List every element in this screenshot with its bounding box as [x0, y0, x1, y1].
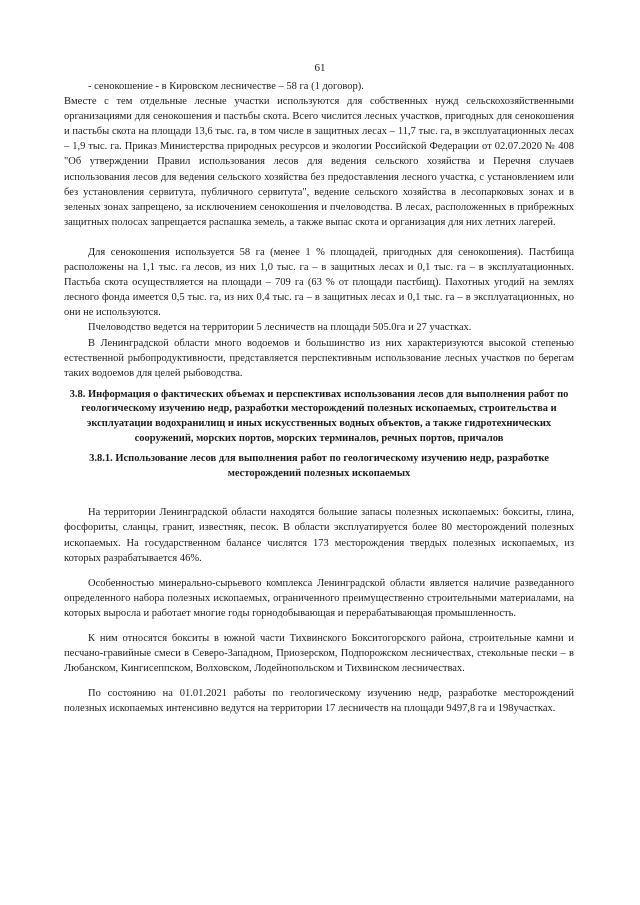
paragraph-bauxite-deposits: К ним относятся бокситы в южной части Тихвинского Бокситогорского района, строительные камни и песчано-гравийные смеси в Северо-Западном, Приозерском, Подпорожском лесничествах, стекольные пески – в Любанском, Кингисеппском, Волховском, Лодейнопольском и Тихвинском лесничествах.: [64, 633, 574, 675]
page-number: 61: [314, 62, 326, 74]
paragraph-mineral-reserves: На территории Ленинградской области находятся большие запасы полезных ископаемых: бокситы, глина, фосфориты, сланцы, гранит, известняк, песок. В области эксплуатируется более 80 месторождений полезных ископаемых. На государственном балансе числятся 173 месторождения твердых полезных ископаемых, из которых разрабатывается 46%.: [64, 507, 574, 564]
paragraph-geological-status: По состоянию на 01.01.2021 работы по геологическому изучению недр, разработке месторождений полезных ископаемых интенсивно ведутся на территории 17 лесничеств на площади 9497,8 га и 198участках.: [64, 688, 574, 715]
paragraph-agricultural-use: Вместе с тем отдельные лесные участки используются для собственных нужд сельскохозяйственными организациями для сенокошения и пастьбы скота. Всего числится лесных участков, пригодных для сенокошения и пастьбы скота на площади 13,6 тыс. га, в том числе в защитных лесах – 11,7 тыс. га, в эксплуатационных лесах – 1,9 тыс. га. Приказ Министерства природных ресурсов и экологии Российской Федерации от 02.07.2020 № 408 "Об утверждении Правил использования лесов для ведения сельского хозяйства и Перечня случаев использования лесов для ведения сельского хозяйства без предоставления лесного участка, с установлением или без установления сервитута, публичного сервитута", ведение сельского хозяйства в лесопарковых зонах и в зеленых зонах запрещено, за исключением сенокошения и пчеловодства. В лесах, расположенных в прибрежных защитных полосах запрещается распашка земель, а также выпас скота и организация для них летних лагерей.: [64, 96, 574, 228]
paragraph-haymaking-kirovsky: - сенокошение - в Кировском лесничестве – 58 га (1 договор).: [88, 81, 364, 92]
subsection-heading-3-8-1: 3.8.1. Использование лесов для выполнения работ по геологическому изучению недр, разработке месторождений полезных ископаемых: [89, 453, 549, 479]
page-content: [64, 79, 574, 716]
paragraph-beekeeping: Пчеловодство ведется на территории 5 лесничеств на площади 505.0га и 27 участках.: [88, 322, 472, 334]
paragraph-haymaking-pastures: Для сенокошения используется 58 га (менее 1 % площадей, пригодных для сенокошения). Пастбища расположены на 1,1 тыс. га лесов, из них 1,0 тыс. га – в защитных лесах и 0,1 тыс. га – в эксплуатационных. Пастьба скота осуществляется на площади – 709 га (63 % от площади пастбищ). Пахотных угодий на землях лесного фонда имеется 0,5 тыс. га, из них 0,4 тыс. га – в защитных лесах и 0,1 тыс. га – в эксплуатационных, но они не используются.: [64, 246, 574, 319]
section-heading-3-8: 3.8. Информация о фактических объемах и перспективах использования лесов для выполнения работ по геологическому изучению недр, разработки месторождений полезных ископаемых, строительства и эксплуатации водохранилищ и иных искусственных водных объектов, а также гидротехнических сооружений, морских портов, морских терминалов, речных портов, причалов: [69, 388, 569, 444]
paragraph-mineral-complex: Особенностью минерально-сырьевого комплекса Ленинградской области является наличие разведанного определенного набора полезных ископаемых, ограниченного преимущественно строительными материалами, на которых выросла и работает многие годы горнодобывающая и перерабатывающая промышленность.: [64, 577, 574, 619]
paragraph-fish-farming: В Ленинградской области много водоемов и большинство из них характеризуются высокой степенью естественной рыбопродуктивности, представляется перспективным использование лесных участков по берегам таких водоемов для целей рыбоводства.: [64, 337, 574, 379]
